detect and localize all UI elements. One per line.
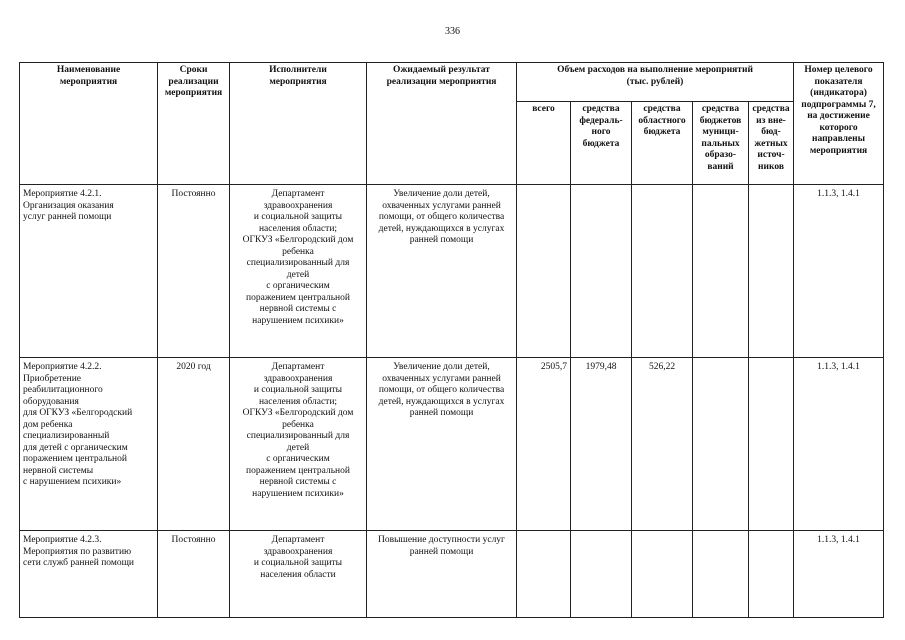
header-total: всего [517, 102, 571, 185]
header-costs: Объем расходов на выполнение мероприятий (тыс. рублей) [517, 63, 794, 102]
header-regional: средства областного бюджета [632, 102, 693, 185]
row-total: 2505,7 [517, 358, 571, 531]
row-extrabudget [749, 531, 794, 618]
row-name: Мероприятие 4.2.2. Приобретение реабилитационного оборудования для ОГКУЗ «Белгородский дом ребенка специализированный для детей с органическим поражением центральной нервной системы с нарушением психики» [20, 358, 158, 531]
row-executors: Департамент здравоохранения и социальной защиты населения области [230, 531, 367, 618]
row-regional [632, 185, 693, 358]
table-row [20, 531, 884, 618]
row-indicator: 1.1.3, 1.4.1 [794, 531, 884, 618]
row-municipal [693, 185, 749, 358]
row-indicator: 1.1.3, 1.4.1 [794, 358, 884, 531]
row-federal: 1979,48 [571, 358, 632, 531]
page-number: 336 [445, 26, 460, 37]
row-total [517, 185, 571, 358]
row-regional: 526,22 [632, 358, 693, 531]
header-indicator: Номер целевого показателя (индикатора) подпрограммы 7, на достижение которого направлены мероприятия [794, 63, 884, 185]
row-result: Увеличение доли детей, охваченных услугами ранней помощи, от общего количества детей, нуждающихся в услугах ранней помощи [367, 185, 517, 358]
row-term: Постоянно [158, 531, 230, 618]
header-executors: Исполнители мероприятия [230, 63, 367, 185]
row-total [517, 531, 571, 618]
header-municipal: средства бюджетов муници- пальных образо- ваний [693, 102, 749, 185]
row-name: Мероприятие 4.2.1. Организация оказания услуг ранней помощи [20, 185, 158, 358]
row-extrabudget [749, 358, 794, 531]
table-header-row [20, 63, 884, 102]
row-result: Повышение доступности услуг ранней помощи [367, 531, 517, 618]
header-federal: средства федераль- ного бюджета [571, 102, 632, 185]
header-result: Ожидаемый результат реализации мероприятия [367, 63, 517, 185]
row-term: Постоянно [158, 185, 230, 358]
header-name: Наименование мероприятия [20, 63, 158, 185]
row-term: 2020 год [158, 358, 230, 531]
row-executors: Департамент здравоохранения и социальной защиты населения области; ОГКУЗ «Белгородский дом ребенка специализированный для детей с органическим поражением центральной нервной системы с нарушением психики» [230, 185, 367, 358]
header-terms: Сроки реализации мероприятия [158, 63, 230, 185]
table-row [20, 185, 884, 358]
row-municipal [693, 358, 749, 531]
row-federal [571, 531, 632, 618]
row-extrabudget [749, 185, 794, 358]
row-executors: Департамент здравоохранения и социальной защиты населения области; ОГКУЗ «Белгородский дом ребенка специализированный для детей с органическим поражением центральной нервной системы с нарушением психики» [230, 358, 367, 531]
row-result: Увеличение доли детей, охваченных услугами ранней помощи, от общего количества детей, нуждающихся в услугах ранней помощи [367, 358, 517, 531]
row-federal [571, 185, 632, 358]
header-extrabudget: средства из вне- бюд- жетных источ- ников [749, 102, 794, 185]
row-regional [632, 531, 693, 618]
row-municipal [693, 531, 749, 618]
table-row [20, 358, 884, 531]
row-indicator: 1.1.3, 1.4.1 [794, 185, 884, 358]
activities-table [19, 62, 884, 618]
row-name: Мероприятие 4.2.3. Мероприятия по развитию сети служб ранней помощи [20, 531, 158, 618]
